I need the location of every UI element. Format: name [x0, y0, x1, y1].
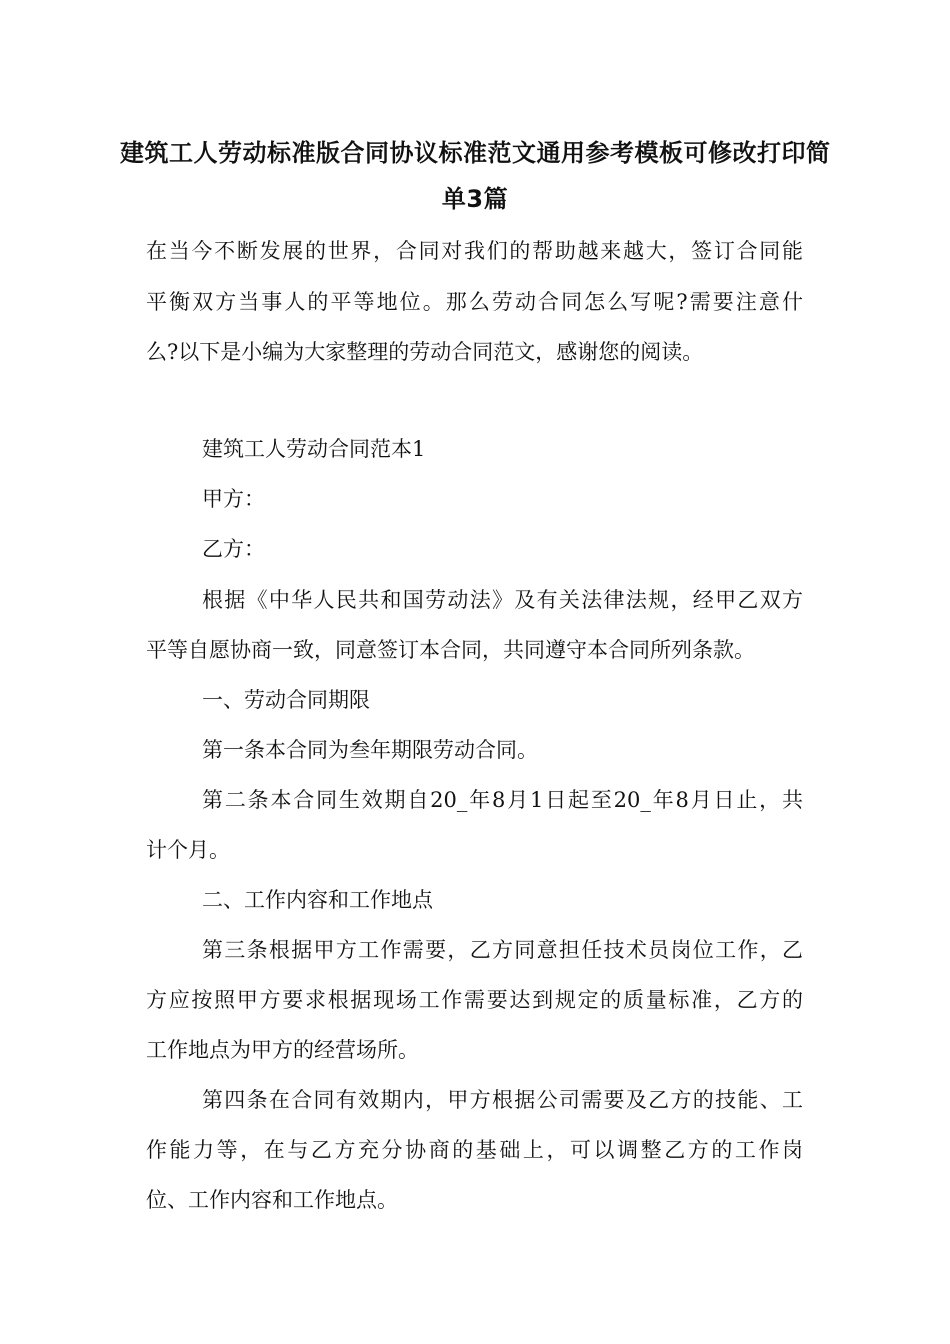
party-b-label: 乙方： [202, 537, 265, 561]
party-a-label: 甲方： [202, 487, 265, 511]
document-title-line-2: 单3篇 [441, 185, 509, 213]
article-2-line-2: 计个月。 [146, 838, 230, 862]
intro-line-2: 平衡双方当事人的平等地位。那么劳动合同怎么写呢?需要注意什 [146, 290, 803, 314]
heading-contract-term: 一、劳动合同期限 [202, 688, 370, 712]
article-4-line-3: 位、工作内容和工作地点。 [146, 1188, 398, 1212]
heading-work-content: 二、工作内容和工作地点 [202, 888, 433, 912]
article-4-line-2: 作能力等，在与乙方充分协商的基础上，可以调整乙方的工作岗 [146, 1138, 803, 1162]
intro-line-3: 么?以下是小编为大家整理的劳动合同范文，感谢您的阅读。 [146, 340, 704, 364]
article-3-line-1: 第三条根据甲方工作需要，乙方同意担任技术员岗位工作，乙 [202, 938, 803, 962]
article-4-line-1: 第四条在合同有效期内，甲方根据公司需要及乙方的技能、工 [202, 1088, 803, 1112]
article-3-line-2: 方应按照甲方要求根据现场工作需要达到规定的质量标准，乙方的 [146, 988, 803, 1012]
section-heading: 建筑工人劳动合同范本1 [202, 437, 426, 461]
article-2-line-1: 第二条本合同生效期自20_年8月1日起至20_年8月日止，共 [202, 788, 803, 812]
document-title-line-1: 建筑工人劳动标准版合同协议标准范文通用参考模板可修改打印简 [120, 139, 831, 167]
article-1: 第一条本合同为叁年期限劳动合同。 [202, 738, 538, 762]
intro-line-1: 在当今不断发展的世界，合同对我们的帮助越来越大，签订合同能 [146, 239, 803, 263]
article-3-line-3: 工作地点为甲方的经营场所。 [146, 1038, 419, 1062]
basis-line-2: 平等自愿协商一致，同意签订本合同，共同遵守本合同所列条款。 [146, 638, 755, 662]
basis-line-1: 根据《中华人民共和国劳动法》及有关法律法规，经甲乙双方 [202, 588, 803, 612]
